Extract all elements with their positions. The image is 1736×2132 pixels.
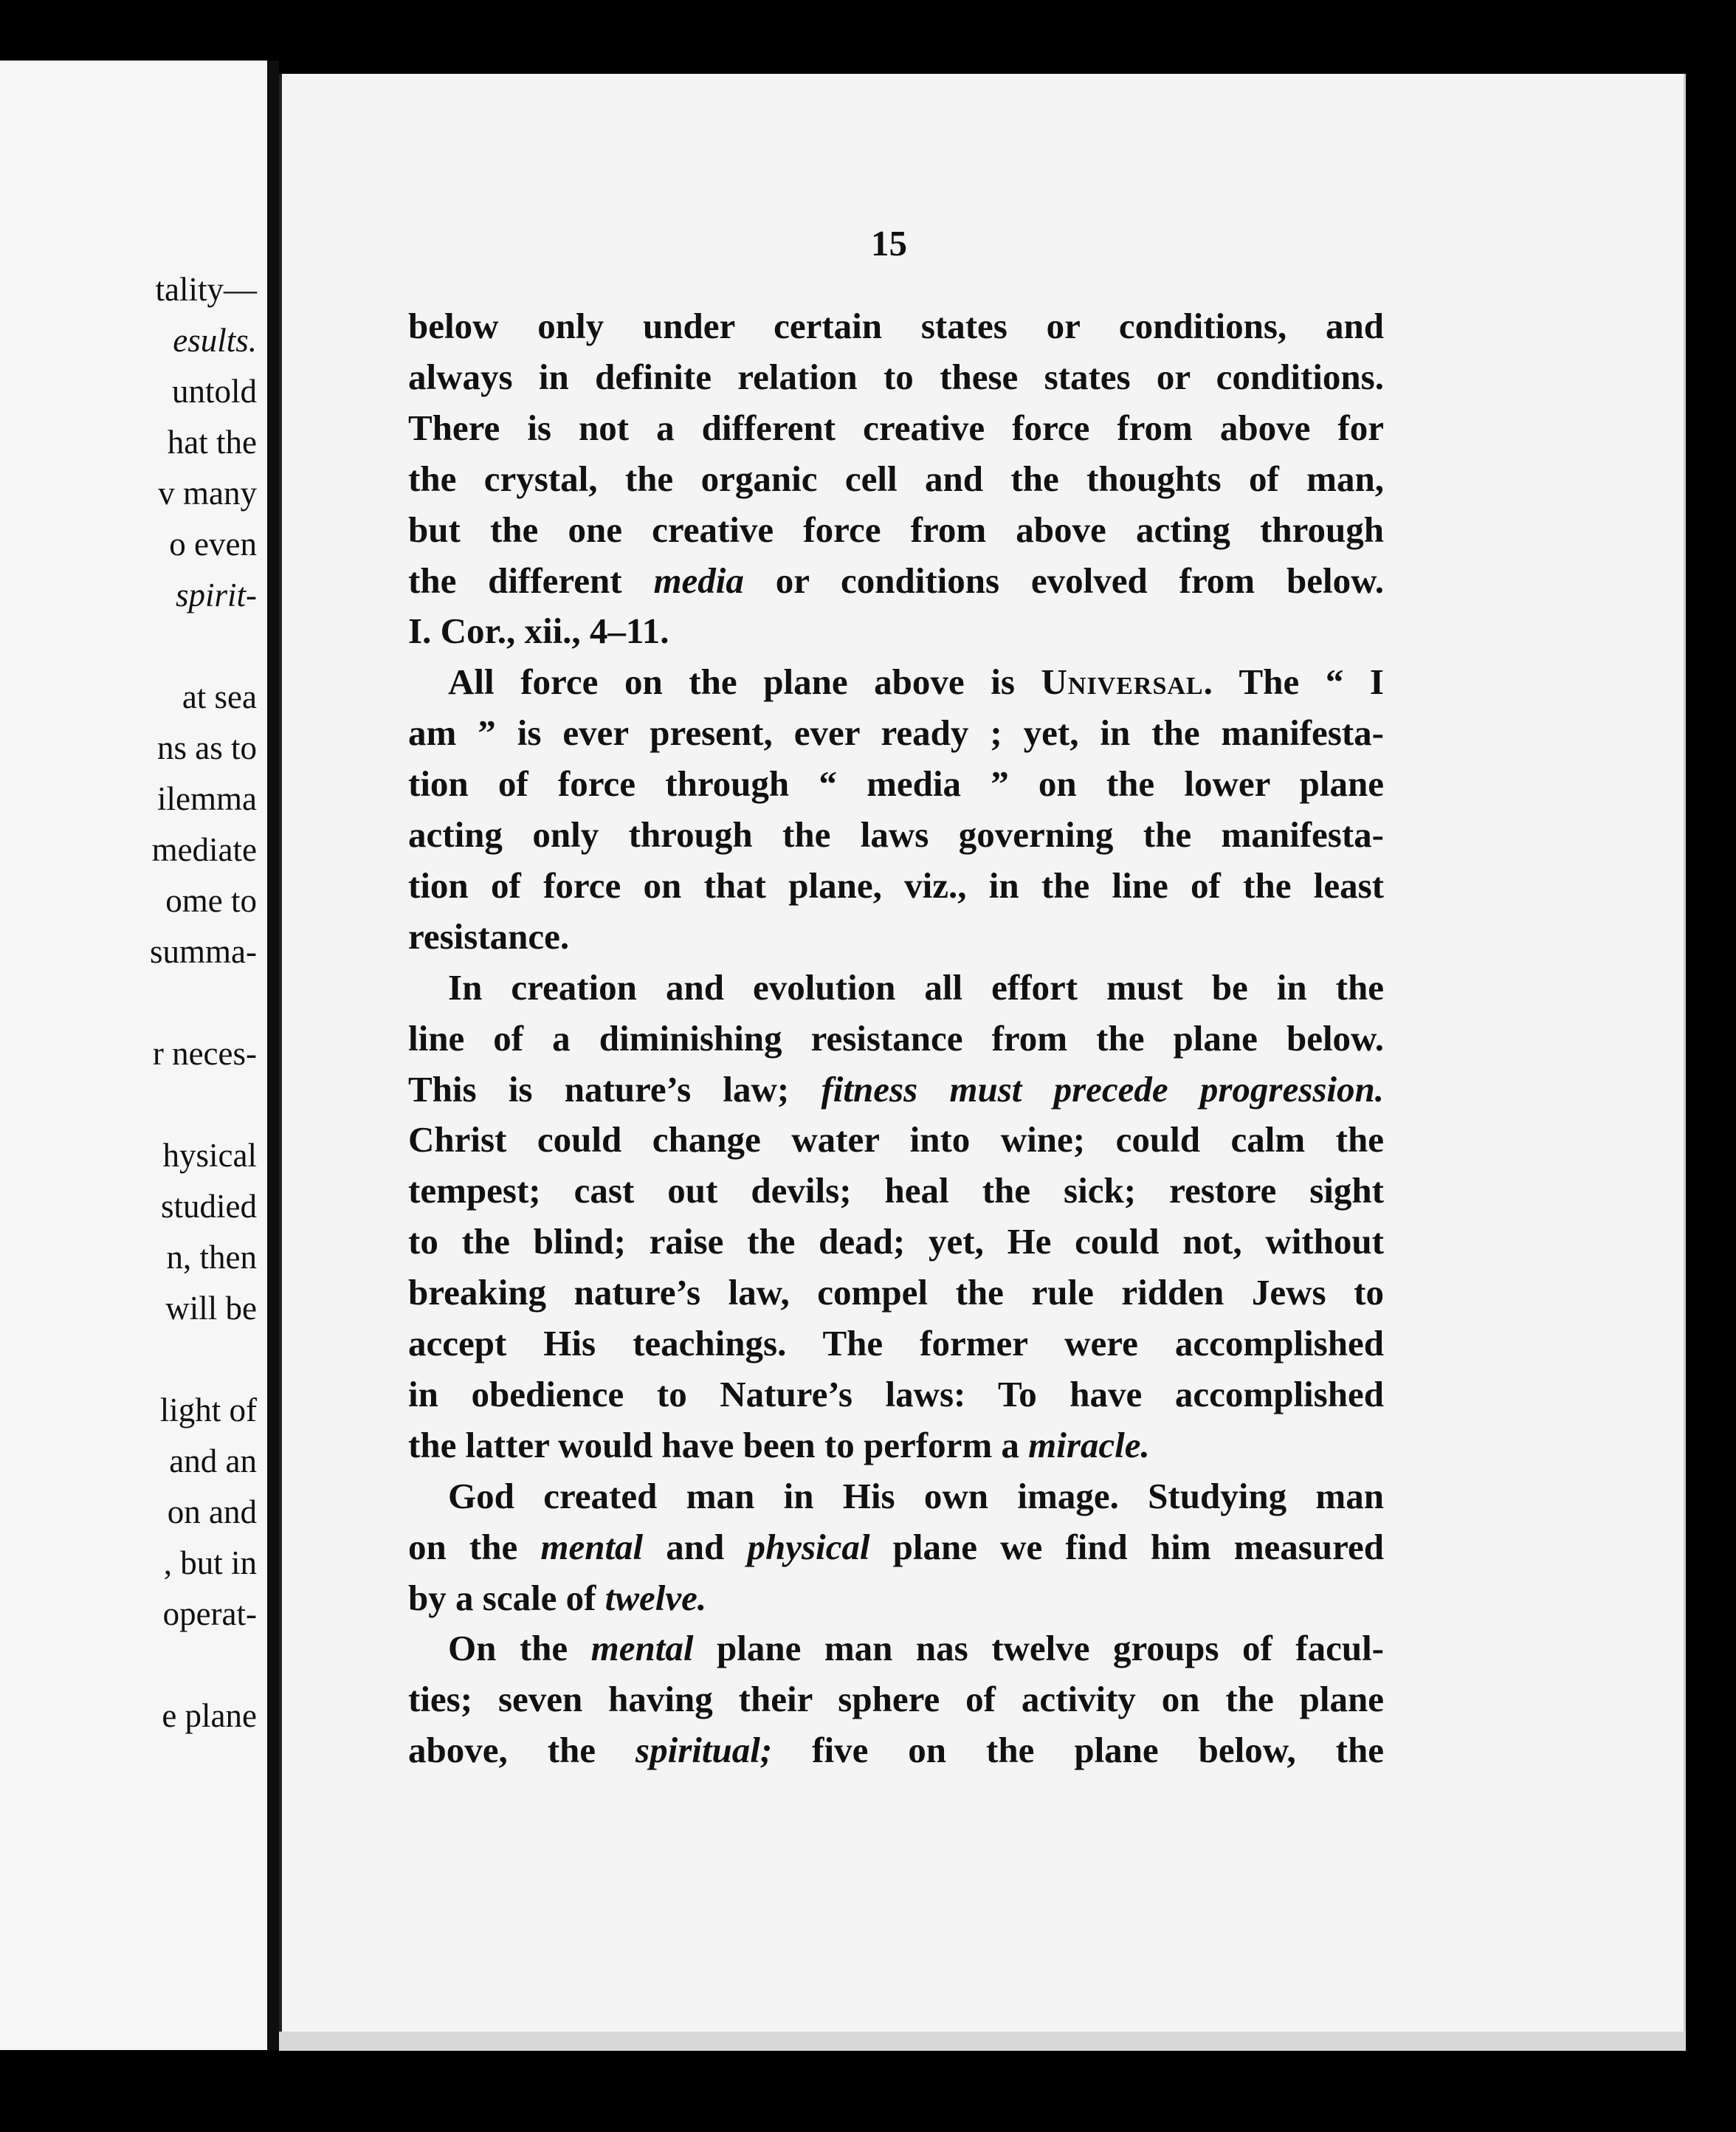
italic-phrase: fitness must precede progression. — [821, 1069, 1385, 1110]
body-text-line — [408, 606, 1384, 656]
body-text-line — [408, 1573, 1384, 1623]
italic-phrase: spiritual; — [636, 1730, 773, 1770]
body-text-line — [448, 1471, 1384, 1521]
body-text-line — [408, 1369, 1384, 1420]
text-segment: am ” is ever present, ever ready ; yet, in the manifesta- — [408, 712, 1384, 753]
italic-phrase: physical — [747, 1527, 870, 1567]
text-segment: tion of force through “ media ” on the lower plane — [408, 763, 1384, 804]
text-segment: breaking nature’s law, compel the rule ridden Jews to — [408, 1272, 1384, 1313]
italic-phrase: miracle. — [1028, 1425, 1150, 1465]
small-caps-phrase: Universal. — [1041, 661, 1213, 702]
previous-page-line: hysical — [162, 1137, 257, 1174]
text-segment: God created man in His own image. Studying man — [448, 1476, 1384, 1516]
text-segment: This is nature’s law; — [408, 1069, 822, 1110]
previous-page-line: r neces- — [152, 1035, 257, 1072]
book-gutter — [267, 61, 279, 2050]
body-text-line — [408, 1420, 1384, 1471]
text-segment: on the — [408, 1527, 541, 1567]
italic-phrase: twelve. — [604, 1578, 707, 1618]
text-segment: five on the plane below, the — [772, 1730, 1384, 1770]
text-segment: plane man nas twelve groups of facul- — [693, 1628, 1385, 1668]
italic-phrase: media — [653, 560, 744, 601]
body-text-line — [408, 759, 1384, 809]
text-segment: or conditions evolved from below. — [743, 560, 1385, 601]
text-segment: ties; seven having their sphere of activity on the plane — [408, 1679, 1384, 1719]
previous-page-line: ns as to — [157, 729, 257, 766]
text-segment: The “ I — [1213, 661, 1384, 702]
text-segment: Christ could change water into wine; could calm the — [408, 1119, 1384, 1160]
text-segment: the crystal, the organic cell and the thoughts of man, — [408, 458, 1384, 499]
previous-page-line: on and — [167, 1493, 257, 1530]
text-segment: plane we find him measured — [869, 1527, 1384, 1567]
body-text-line — [408, 301, 1384, 351]
text-segment: There is not a different creative force from above for — [408, 408, 1384, 448]
text-segment: below only under certain states or conditions, and — [408, 306, 1384, 346]
text-segment: tempest; cast out devils; heal the sick; restore sight — [408, 1170, 1384, 1211]
previous-page-line: operat- — [162, 1595, 257, 1632]
text-segment: above, the — [408, 1730, 636, 1770]
text-segment: In creation and evolution all effort must be in the — [448, 967, 1384, 1008]
previous-page-line: untold — [171, 373, 257, 410]
text-segment: but the one creative force from above acting through — [408, 509, 1384, 550]
body-text-line — [408, 912, 1384, 962]
body-text-line — [408, 352, 1384, 402]
previous-page-line: n, then — [166, 1239, 257, 1276]
body-text-line — [408, 403, 1384, 453]
text-segment: I. Cor., xii., 4–11. — [408, 611, 669, 651]
italic-phrase: mental — [540, 1527, 644, 1567]
body-text-line — [408, 708, 1384, 758]
body-text-line — [408, 1065, 1384, 1115]
body-text-line — [408, 1115, 1384, 1165]
text-segment: always in definite relation to these states or conditions. — [408, 357, 1384, 397]
previous-page-line: spirit- — [175, 577, 257, 613]
previous-page-line: and an — [169, 1442, 257, 1479]
body-text-line — [408, 1268, 1384, 1318]
body-text-line — [408, 1522, 1384, 1572]
italic-phrase: mental — [590, 1628, 694, 1668]
text-segment: by a scale of — [408, 1578, 605, 1618]
body-text-line — [408, 861, 1384, 911]
body-text-line — [408, 810, 1384, 860]
text-segment: All force on the plane above is — [448, 661, 1041, 702]
body-text-line — [448, 963, 1384, 1013]
previous-page-line: studied — [161, 1188, 257, 1225]
body-text-line — [408, 505, 1384, 555]
previous-page-line: mediate — [151, 831, 257, 868]
previous-page-line: at sea — [182, 678, 257, 715]
page-number: 15 — [871, 223, 907, 264]
text-segment: On the — [448, 1628, 591, 1668]
body-text-line — [448, 657, 1384, 707]
text-segment: to the blind; raise the dead; yet, He could not, without — [408, 1221, 1384, 1262]
previous-page-line: , but in — [163, 1544, 257, 1581]
body-text-line — [408, 1217, 1384, 1267]
body-text-line — [408, 1725, 1384, 1775]
previous-page-line: tality— — [155, 271, 257, 308]
text-segment: acting only through the laws governing the manifesta- — [408, 814, 1384, 855]
previous-page-line: summa- — [150, 933, 257, 970]
body-text-line — [408, 454, 1384, 504]
text-segment: the different — [408, 560, 654, 601]
previous-page-line: will be — [165, 1290, 257, 1327]
body-text-line — [408, 1014, 1384, 1064]
previous-page-line: light of — [159, 1392, 257, 1428]
text-segment: resistance. — [408, 916, 570, 957]
body-text-line — [448, 1623, 1384, 1674]
previous-page-line: hat the — [167, 424, 257, 461]
previous-page-line: esults. — [173, 322, 257, 359]
page-bottom-edge — [279, 2032, 1686, 2051]
body-text-line — [408, 1166, 1384, 1216]
previous-page-line: ilemma — [157, 780, 257, 817]
body-text-line — [408, 1318, 1384, 1369]
body-text-line — [408, 556, 1384, 606]
previous-page-fragment — [0, 61, 269, 2050]
previous-page-line: v many — [158, 475, 257, 512]
previous-page-line: e plane — [162, 1697, 257, 1734]
previous-page-line: o even — [169, 526, 257, 563]
text-segment: accept His teachings. The former were accomplished — [408, 1323, 1384, 1364]
text-segment: in obedience to Nature’s laws: To have accomplished — [408, 1374, 1384, 1414]
text-segment: and — [643, 1527, 748, 1567]
text-segment: line of a diminishing resistance from the plane below. — [408, 1018, 1384, 1059]
previous-page-line: ome to — [165, 882, 257, 919]
text-segment: tion of force on that plane, viz., in the line of the least — [408, 865, 1384, 906]
body-text-line — [408, 1674, 1384, 1724]
text-segment: the latter would have been to perform a — [408, 1425, 1029, 1465]
